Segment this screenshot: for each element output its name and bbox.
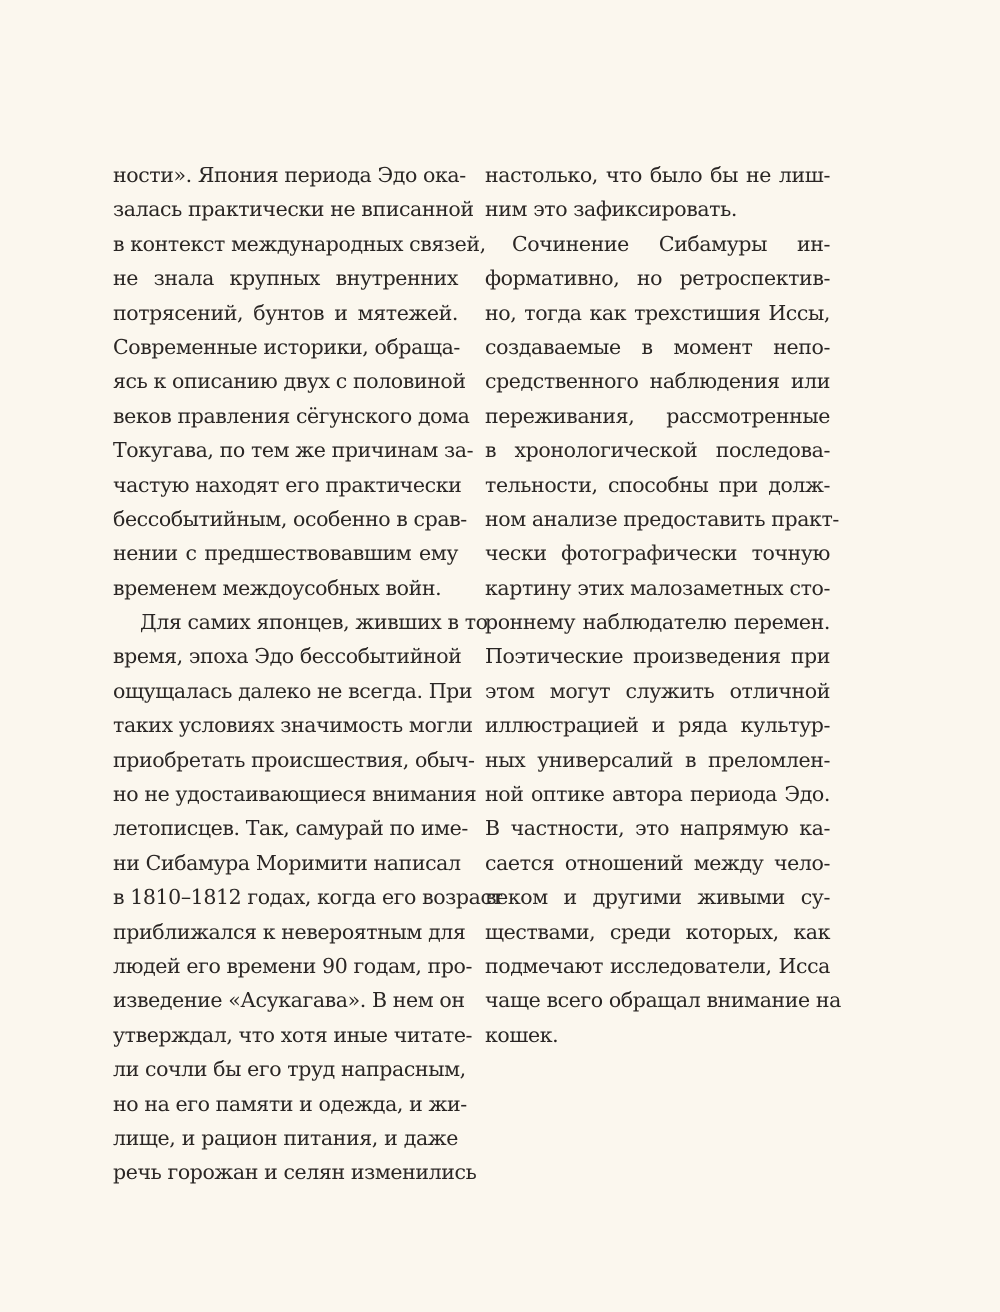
- text-line: ществами, среди которых, как: [485, 919, 830, 944]
- text-line: потрясений, бунтов и мятежей.: [113, 300, 458, 325]
- text-line: Токугава, по тем же причинам за-: [113, 438, 474, 463]
- text-line: не знала крупных внутренних: [113, 266, 458, 291]
- text-line: бессобытийным, особенно в срав-: [113, 506, 467, 531]
- text-line: этом могут служить отличной: [485, 678, 830, 703]
- text-line: ности». Япония периода Эдо ока-: [113, 163, 466, 187]
- text-line: ли сочли бы его труд напрасным,: [113, 1057, 466, 1082]
- text-line: таких условиях значимость могли: [113, 713, 473, 738]
- text-line: но, тогда как трехстишия Иссы,: [485, 300, 830, 325]
- text-line: речь горожан и селян изменились: [113, 1160, 477, 1185]
- paragraph-first-line: Сочинение Сибамуры ин-: [512, 231, 830, 256]
- text-line: веком и другими живыми су-: [485, 885, 830, 910]
- text-line: ясь к описанию двух с половиной: [113, 369, 466, 394]
- text-line: ном анализе предоставить практ-: [485, 506, 839, 531]
- text-line: нении с предшествовавшим ему: [113, 541, 458, 566]
- text-line: сается отношений между чело-: [485, 850, 830, 875]
- paragraph-end-line: ним это зафиксировать.: [485, 197, 737, 222]
- text-line: иллюстрацией и ряда культур-: [485, 713, 830, 738]
- text-line: ной оптике автора периода Эдо.: [485, 782, 830, 807]
- text-line: людей его времени 90 годам, про-: [113, 953, 473, 978]
- text-line: летописцев. Так, самурай по име-: [113, 816, 468, 841]
- text-line: ных универсалий в преломлен-: [485, 747, 830, 772]
- text-line: роннему наблюдателю перемен.: [485, 610, 830, 635]
- text-line: Поэтические произведения при: [485, 644, 830, 669]
- text-line: тельности, способны при долж-: [485, 472, 830, 497]
- text-line: чески фотографически точную: [485, 541, 830, 566]
- paragraph-end-line: временем междоусобных войн.: [113, 575, 442, 600]
- text-line: приобретать происшествия, обыч-: [113, 747, 475, 772]
- text-line: подмечают исследователи, Исса: [485, 953, 830, 978]
- text-line: в контекст международных связей,: [113, 231, 486, 256]
- text-line: формативно, но ретроспектив-: [485, 266, 830, 291]
- text-line: залась практически не вписанной: [113, 197, 474, 222]
- text-line: изведение «Асукагава». В нем он: [113, 988, 465, 1013]
- text-line: время, эпоха Эдо бессобытийной: [113, 644, 462, 669]
- text-line: картину этих малозаметных сто-: [485, 575, 830, 600]
- paragraph-end-line: кошек.: [485, 1022, 559, 1047]
- text-line: в 1810–1812 годах, когда его возраст: [113, 885, 503, 910]
- text-line: ощущалась далеко не всегда. При: [113, 678, 473, 703]
- text-line: настолько, что было бы не лиш-: [485, 163, 830, 187]
- text-line: в хронологической последова-: [485, 438, 830, 463]
- text-line: создаваемые в момент непо-: [485, 334, 830, 359]
- text-line: чаще всего обращал внимание на: [485, 988, 841, 1013]
- text-line: но на его памяти и одежда, и жи-: [113, 1091, 467, 1116]
- text-line: лище, и рацион питания, и даже: [113, 1125, 458, 1150]
- text-line: утверждал, что хотя иные читате-: [113, 1022, 473, 1047]
- text-line: В частности, это напрямую ка-: [485, 816, 830, 841]
- text-line: приближался к невероятным для: [113, 919, 466, 944]
- text-line: средственного наблюдения или: [485, 369, 830, 394]
- text-line: ни Сибамура Моримити написал: [113, 850, 461, 875]
- text-line: веков правления сёгунского дома: [113, 403, 470, 428]
- paragraph-first-line: Для самих японцев, живших в то: [140, 610, 488, 635]
- text-line: переживания, рассмотренные: [485, 403, 830, 428]
- left-text-column: [113, 158, 503, 1190]
- text-line: но не удостаивающиеся внимания: [113, 782, 477, 807]
- text-line: Современные историки, обраща-: [113, 334, 460, 359]
- text-line: частую находят его практически: [113, 472, 462, 497]
- right-text-column: [485, 158, 841, 1052]
